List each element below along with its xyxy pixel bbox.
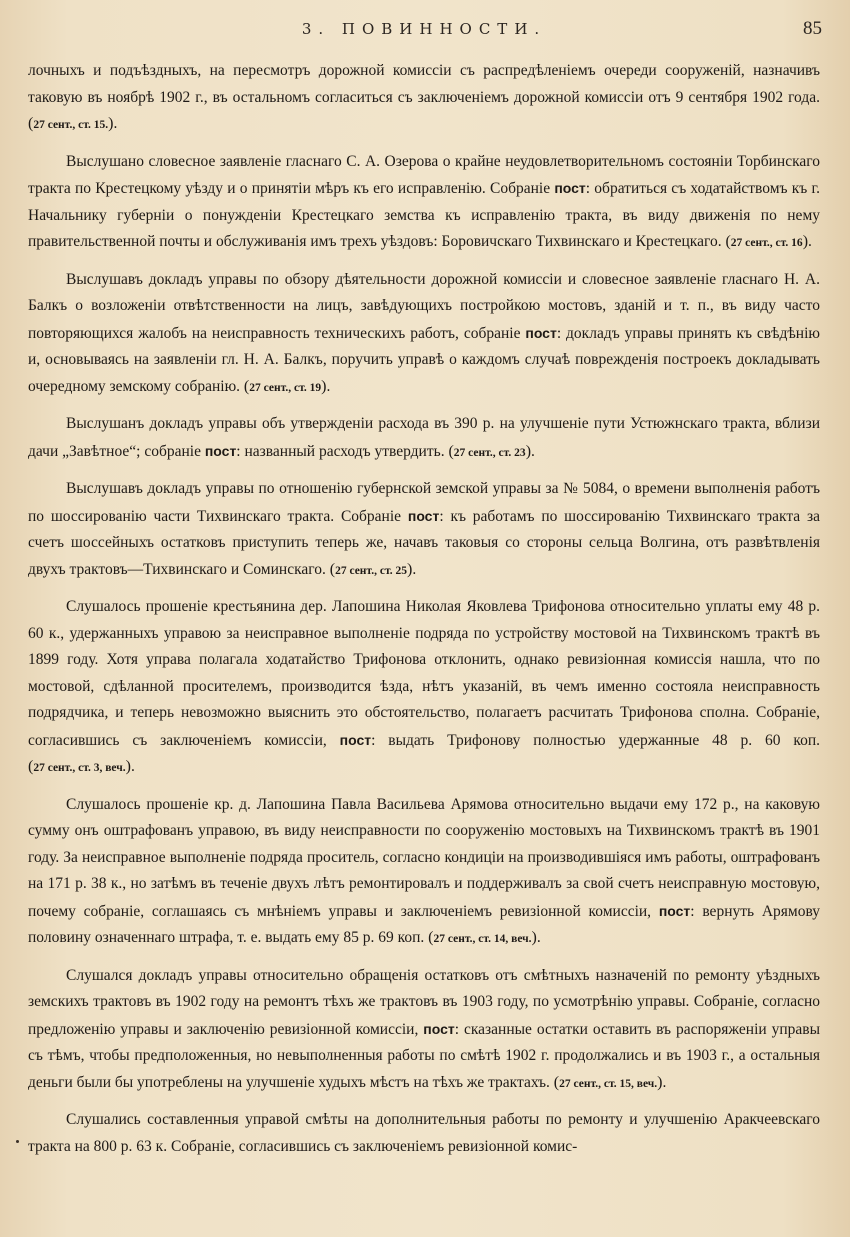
citation-text: 27 сент., ст. 15. xyxy=(33,119,109,131)
paragraph-text: лочныхъ и подъѣздныхъ, на пересмотръ дорожной комиссіи съ распредѣленіемъ очереди сооруженій, назначивъ таковую въ ноябрѣ 1902 г., въ остальномъ согласиться съ заключеніемъ дорожной комиссіи отъ 9 сентября 1902 года. xyxy=(28,62,820,106)
paragraph-text: Слушалось прошеніе крестьянина дер. Лапошина Николая Яковлева Трифонова относительно уплаты ему 48 р. 60 к., удержанныхъ управою за неисправное выполненіе подряда по устройству мостовой на Тихвинскомъ трактѣ въ 1899 году. Хотя управа полагала ходатайство Трифонова отклонить, однако ревизіонная комиссія нашла, что по мостовой, сдѣланной просителемъ, производится ѣзда, нѣтъ указаній, въ чемъ именно состояла неисправность подрядчика, и теперь невозможно выяснить это обстоятельство, полагаетъ расчитать Трифонова сполна. Собраніе, согласившись съ заключеніемъ комиссіи, xyxy=(28,598,820,749)
paragraph: Выслушано словесное заявленіе гласнаго С. А. Озерова о крайне неудовлетворительномъ состояніи Торбинскаго тракта по Крестецкому уѣзду и о принятіи мѣръ къ его исправленію. Собраніе пост: обратиться съ ходатайствомъ къ г. Начальнику губерніи о понужденіи Крестецкаго земства къ исправленію тракта, въ виду движенія по нему правительственной почты и обслуживанія имъ трехъ уѣздовъ: Боровичскаго Тихвинскаго и Крестецкаго. (27 сент., ст. 16). xyxy=(28,152,820,250)
paragraph-text: : къ работамъ по шоссированію Тихвинскаго тракта за счетъ шоссейныхъ остатковъ приступить теперь же, начавъ таковыя со стороны сельца Волгина, отъ развѣтвленія двухъ трактовъ—Тихвинскаго и Соминскаго. xyxy=(28,507,820,578)
citation: (27 сент., ст. 3, веч.) xyxy=(28,758,131,775)
citation-text: 27 сент., ст. 25 xyxy=(335,564,407,577)
margin-dot xyxy=(16,1140,19,1143)
paragraph-text: : выдать Трифонову полностью удержанные 48 р. 60 коп. xyxy=(371,731,821,749)
resolution-marker: пост xyxy=(554,180,586,196)
paragraph-text: : докладъ управы принять къ свѣдѣнію и, основываясь на заявленіи гл. Н. А. Балкъ, поручить управѣ о каждомъ случаѣ поврежденія построекъ докладывать очередному земскому собранію. xyxy=(28,324,820,395)
paragraph-text: Выслушавъ докладъ управы по отношенію губернской земской управы за № 5084, о времени выполненія работъ по шоссированію части Тихвинскаго тракта. Собраніе xyxy=(28,480,820,525)
citation: (27 сент., ст. 16) xyxy=(725,233,809,250)
paragraph-text: : обратиться съ ходатайствомъ къ г. Начальнику губерніи о понужденіи Крестецкаго земства къ исправленію тракта, въ виду движенія по нему правительственной почты и обслуживанія имъ трехъ уѣздовъ: Боровичскаго Тихвинскаго и Крестецкаго. xyxy=(28,180,820,250)
page-header xyxy=(26,18,822,48)
citation: (27 сент., ст. 19) xyxy=(243,377,327,395)
paragraph: Слушался докладъ управы относительно обращенія остатковъ отъ смѣтныхъ назначеній по ремонту уѣздныхъ земскихъ трактовъ въ 1902 году на ремонтъ тѣхъ же трактовъ въ 1903 году, по усмотрѣнію управы. Собраніе, согласно предложенію управы и заключенію ревизіонной комиссіи, пост: сказанные остатки оставить въ распоряженіи управы съ тѣмъ, чтобы предположенныя, но невыполненныя работы по смѣтѣ 1902 г. продолжались и въ 1903 г., а остальныя деньги были бы употреблены на улучшеніе худыхъ мѣстъ на тѣхъ же трактахъ. (27 сент., ст. 15, веч.). xyxy=(28,966,821,1091)
citation: (27 сент., ст. 25) xyxy=(329,560,413,578)
paragraph-text: Слушалось прошеніе кр. д. Лапошина Павла Васильева Арямова относительно выдачи ему 172 р., на каковую сумму онъ оштрафованъ управою, въ виду неисправности по сооруженію мостовыхъ на Тихвинскомъ трактѣ въ 1901 году. За неисправное выполненіе подряда проситель, согласно кондиціи на производившіяся имъ работы, оштрафованъ на 171 р. 38 к., но затѣмъ въ теченіе двухъ лѣтъ ремонтировалъ и поддерживалъ за свой счетъ неисправную мостовую, почему собраніе, соглашаясь съ мнѣніемъ управы и заключеніемъ ревизіонной комиссіи, xyxy=(28,795,820,920)
page-number: 85 xyxy=(803,18,822,39)
citation-text: 27 сент., ст. 15, веч. xyxy=(559,1077,658,1090)
paragraph: Выслушавъ докладъ управы по отношенію губернской земской управы за № 5084, о времени выполненія работъ по шоссированію части Тихвинскаго тракта. Собраніе пост: къ работамъ по шоссированію Тихвинскаго тракта за счетъ шоссейныхъ остатковъ приступить теперь же, начавъ таковыя со стороны сельца Волгина, отъ развѣтвленія двухъ трактовъ—Тихвинскаго и Соминскаго. (27 сент., ст. 25). xyxy=(28,480,820,578)
paragraph-text: Выслушанъ докладъ управы объ утвержденіи расхода въ 390 р. на улучшеніе пути Устюжнскаго тракта, вблизи дачи „Завѣтное“; собраніе xyxy=(28,415,820,460)
paragraph: Выслушанъ докладъ управы объ утвержденіи расхода въ 390 р. на улучшеніе пути Устюжнскаго тракта, вблизи дачи „Завѣтное“; собраніе пост: названный расходъ утвердить. (27 сент., ст. 23). xyxy=(28,415,820,460)
citation-text: 27 сент., ст. 23 xyxy=(453,446,526,459)
paragraph xyxy=(28,1107,820,1160)
paragraph-text: : вернуть Арямову половину означеннаго штрафа, т. е. выдать ему 85 р. 69 коп. xyxy=(28,902,820,946)
paragraph-text: Выслушавъ докладъ управы по обзору дѣятельности дорожной комиссіи и словесное заявленіе гласнаго Н. А. Балкъ о возложеніи отвѣтственности на лицъ, завѣдующихъ постройкою мостовъ, зданій и т. п., въ виду часто повторяющихся жалобъ на неисправность техническихъ работъ, собраніе xyxy=(28,270,820,342)
paragraph-text: Выслушано словесное заявленіе гласнаго С. А. Озерова о крайне неудовлетворительномъ состояніи Торбинскаго тракта по Крестецкому уѣзду и о принятіи мѣръ къ его исправленію. Собраніе xyxy=(28,152,820,197)
resolution-marker: пост xyxy=(658,902,691,919)
citation-text: 27 сент., ст. 3, веч. xyxy=(33,762,126,774)
paragraph-text: Слушались составленныя управой смѣты на дополнительныя работы по ремонту и улучшенію Аракчеевскаго тракта на 800 р. 63 к. Собраніе, согласившись съ заключеніемъ ревизіонной комис- xyxy=(28,1111,820,1155)
paragraph: Слушалось прошеніе кр. д. Лапошина Павла Васильева Арямова относительно выдачи ему 172 р., на каковую сумму онъ оштрафованъ управою, въ виду неисправности по сооруженію мостовыхъ на Тихвинскомъ трактѣ въ 1901 году. За неисправное выполненіе подряда проситель, согласно кондиціи на производившіяся имъ работы, оштрафованъ на 171 р. 38 к., но затѣмъ въ теченіе двухъ лѣтъ ремонтировалъ и поддерживалъ за свой счетъ неисправную мостовую, почему собраніе, соглашаясь съ мнѣніемъ управы и заключеніемъ ревизіонной комиссіи, пост: вернуть Арямову половину означеннаго штрафа, т. е. выдать ему 85 р. 69 коп. (27 сент., ст. 14, веч.). xyxy=(28,795,820,946)
paragraph: Слушалось прошеніе крестьянина дер. Лапошина Николая Яковлева Трифонова относительно уплаты ему 48 р. 60 к., удержанныхъ управою за неисправное выполненіе подряда по устройству мостовой на Тихвинскомъ трактѣ въ 1899 году. Хотя управа полагала ходатайство Трифонова отклонить, однако ревизіонная комиссія нашла, что по мостовой, сдѣланной просителемъ, производится ѣзда, нѣтъ указаній, въ чемъ именно состояла неисправность подрядчика, и теперь невозможно выяснить это обстоятельство, полагаетъ расчитать Трифонова сполна. Собраніе, согласившись съ заключеніемъ комиссіи, пост: выдать Трифонову полностью удержанные 48 р. 60 коп. (27 сент., ст. 3, веч.). xyxy=(28,598,821,775)
paragraph: Выслушавъ докладъ управы по обзору дѣятельности дорожной комиссіи и словесное заявленіе гласнаго Н. А. Балкъ о возложеніи отвѣтственности на лицъ, завѣдующихъ постройкою мостовъ, зданій и т. п., въ виду часто повторяющихся жалобъ на неисправность техническихъ работъ, собраніе пост: докладъ управы принять къ свѣдѣнію и, основываясь на заявленіи гл. Н. А. Балкъ, поручить управѣ о каждомъ случаѣ поврежденія построекъ докладывать очередному земскому собранію. (27 сент., ст. 19). xyxy=(28,270,820,395)
citation: (27 сент., ст. 15.) xyxy=(28,115,114,132)
citation: (27 сент., ст. 23) xyxy=(448,442,532,460)
resolution-marker: пост xyxy=(423,1020,455,1037)
resolution-marker: пост xyxy=(525,324,557,341)
resolution-marker: пост xyxy=(204,442,237,459)
paragraph-text: Слушался докладъ управы относительно обращенія остатковъ отъ смѣтныхъ назначеній по ремонту уѣздныхъ земскихъ трактовъ въ 1902 году на ремонтъ тѣхъ же трактовъ въ 1903 году, по усмотрѣнію управы. Собраніе, согласно предложенію управы и заключенію ревизіонной комиссіи, xyxy=(28,966,820,1038)
resolution-marker: пост xyxy=(407,507,440,524)
citation-text: 27 сент., ст. 16 xyxy=(730,237,803,249)
citation: (27 сент., ст. 15, веч.) xyxy=(553,1073,663,1091)
citation-text: 27 сент., ст. 19 xyxy=(249,381,322,394)
citation: (27 сент., ст. 14, веч.) xyxy=(428,929,537,946)
paragraph-text: : сказанные остатки оставить въ распоряженіи управы съ тѣмъ, чтобы предположенныя, но невыполненныя работы по смѣтѣ 1902 г. продолжались и въ 1903 г., а остальныя деньги были бы употреблены на улучшеніе худыхъ мѣстъ на тѣхъ же трактахъ. xyxy=(28,1020,821,1091)
resolution-marker: пост xyxy=(339,731,372,748)
body-text xyxy=(28,58,820,1170)
citation-text: 27 сент., ст. 14, веч. xyxy=(433,933,532,945)
paragraph-text: : названный расходъ утвердить. xyxy=(236,442,445,460)
running-title: 3. ПОВИННОСТИ. xyxy=(301,20,547,38)
paragraph: лочныхъ и подъѣздныхъ, на пересмотръ дорожной комиссіи съ распредѣленіемъ очереди сооруженій, назначивъ таковую въ ноябрѣ 1902 г., въ остальномъ согласиться съ заключеніемъ дорожной комиссіи отъ 9 сентября 1902 года. (27 сент., ст. 15.). xyxy=(28,62,820,132)
